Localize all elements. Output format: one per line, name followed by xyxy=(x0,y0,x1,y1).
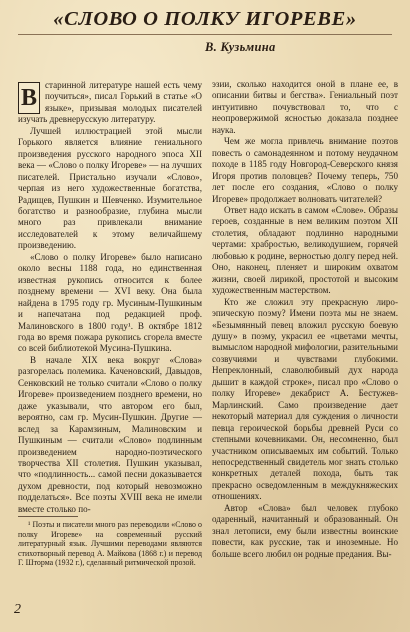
paragraph: эзии, сколько находится оной в плане ее, в описании битвы и бегства». Гениальный поэт интуитивно почувствовал то, что с неопровержимой ясностью доказала позднее наука. xyxy=(212,79,398,135)
paragraph: Чем же могла привлечь внимание поэтов повесть о самонадеянном и потому неудачном походе в 1185 году Новгород-Северского князя Игоря против половцев? Почему теперь, 750 лет после его создания, «Слово о полку Игореве» продолжает волновать читателей? xyxy=(212,136,398,204)
drop-cap: В xyxy=(18,82,40,114)
article-author: В. Кузьмина xyxy=(205,40,276,54)
paragraph: «Слово о полку Игореве» было написано около весны 1188 года, но единственная известная рукопись относится к более позднему времени — XVI веку. Она была найдена в 1795 году гр. Мусиным-Пушкиным и напечатана под редакцией проф. Малиновского в 1800 году¹. В октябре 1812 года во время пожара рукопись сгорела вместе со всей библиотекой Мусина-Пушкина. xyxy=(18,251,202,354)
paragraph: Кто же сложил эту прекрасную лиро-эпическую поэму? Имени поэта мы не знаем. «Безымянный певец вложил русскую боевую душу» в поэму, украсил ее «цветами мечты, вымыслом народной мифологии, разительными созвучиями и чувствами глубокими. Непреклонный, славолюбивый дух народа дышит в каждой строке», писал про «Слово о полку Игореве» декабрист А. Бестужев-Марлинский. Само произведение дает некоторый материал для суждения о личности певца героической борьбы древней Руси со степными кочевниками. Он, несомненно, был участником описываемых им событий. Только непосредственный свидетель мог знать столько конкретных деталей похода, быть так прекрасно осведомленным в междукняжеских отношениях. xyxy=(212,296,398,502)
paragraph: Автор «Слова» был человек глубоко одаренный, начитанный и образованный. Он знал летописи, ему были известны воинские повести, как русские, так и иноземные. Но больше всего любил он родные предания. Вы- xyxy=(212,502,398,559)
article-title: «СЛОВО О ПОЛКУ ИГОРЕВЕ» xyxy=(53,8,357,30)
paragraph: Ответ надо искать в самом «Слове». Образы героев, созданные в нем великим поэтом XII столетия, обладают подлинно народными чертами: храбростью, великодушием, горячей любовью к родине, верностью долгу перед ней. Оно, наконец, пленяет и широким охватом жизни, своей лирикой, простотой и высоким художественным мастерством. xyxy=(212,204,398,296)
paragraph xyxy=(18,80,202,126)
left-column xyxy=(18,80,202,515)
title-divider xyxy=(18,34,392,35)
paragraph: В начале XIX века вокруг «Слова» разгорелась полемика. Каченовский, Давыдов, Сенковский не только считали «Слово о полку Игореве» произведением позднего времени, но даже указывали, что автором его был, вероятно, сам гр. Мусин-Пушкин. Другие — вслед за Карамзиным, Малиновским и Пушкиным — считали «Слово» подлинным произведением народно-поэтического творчества XII столетия. Пушкин указывал, что «подлинность... самой песни доказывается духом древности, под который невозможно подделаться». Все поэты XVIII века не имели вместе столько по- xyxy=(18,354,202,514)
page-number: 2 xyxy=(14,602,21,617)
footnote-divider xyxy=(18,516,78,517)
paragraph: Лучшей иллюстрацией этой мысли Горького является влияние гениального произведения русского народного эпоса XII века — «Слово о полку Игореве» — на лучших писателей. Пристально изучали «Слово», черпая из него художественные богатства, Радищев, Пушкин и Шевченко. Изумительное богатство и разнообразие, глубина мысли много раз привлекали внимание исследователей к этому величайшему произведению. xyxy=(18,125,202,251)
right-column xyxy=(212,79,398,560)
paragraph-text: старинной литературе нашей есть чему поучиться», писал Горький в статье «О языке», призывая молодых писателей изучать древнерусскую литературу. xyxy=(18,80,202,125)
footnote: ¹ Поэты и писатели много раз переводили «Слово о полку Игореве» на современный русский литературный язык. Лучшими переводами являются стихотворный перевод А. Майкова (1868 г.) и перевод Г. Шторма (1932 г.), сделанный ритмической прозой. xyxy=(18,520,202,568)
